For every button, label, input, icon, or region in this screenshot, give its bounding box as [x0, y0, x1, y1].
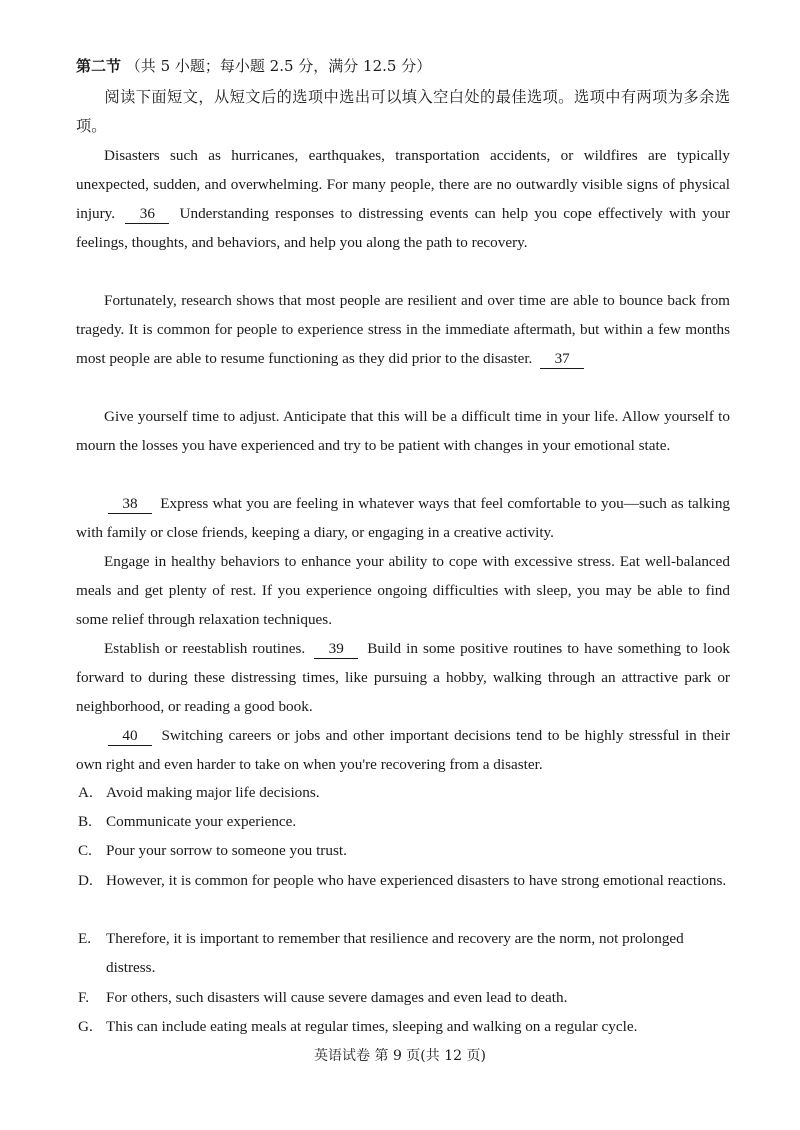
option-c: [78, 836, 734, 865]
option-letter: G.: [78, 1018, 93, 1035]
option-text: Pour your sorrow to someone you trust.: [106, 842, 347, 859]
option-g: [78, 1012, 734, 1041]
blank-37: 37: [540, 350, 584, 369]
passage-paragraph-2: [76, 286, 730, 373]
option-letter: E.: [78, 930, 92, 947]
p1-after: Understanding responses to distressing events can help you cope effectively with your feelings, thoughts, and behaviors, and help you along the path to recovery.: [76, 205, 731, 251]
page-footer: 英语试卷 第 9 页(共 12 页): [314, 1048, 486, 1064]
p1-before: Disasters such as hurricanes, earthquakes, transportation accidents, or wildfires are typically unexpected, sudden, and overwhelming. For many people, there are no outwardly visible signs of physical injury.: [76, 147, 730, 222]
instruction-text: 阅读下面短文，从短文后的选项中选出可以填入空白处的最佳选项。选项中有两项为多余选项。: [76, 89, 730, 135]
p3-text: Give yourself time to adjust. Anticipate that this will be a difficult time in your life. Allow yourself to mourn the losses you have experienced and try to be patient with changes in your emotional state.: [76, 408, 730, 454]
option-letter: F.: [78, 989, 90, 1006]
option-text: However, it is common for people who have experienced disasters to have strong emotional reactions.: [106, 872, 727, 889]
option-letter: C.: [78, 842, 92, 859]
option-text: For others, such disasters will cause severe damages and even lead to death.: [106, 989, 568, 1006]
option-text: This can include eating meals at regular times, sleeping and walking on a regular cycle.: [106, 1018, 638, 1035]
p2-before: Fortunately, research shows that most people are resilient and over time are able to bounce back from tragedy. It is common for people to experience stress in the immediate aftermath, but within a few months most people are able to resume functioning as they did prior to the disaster.: [76, 292, 730, 367]
option-f: [78, 983, 734, 1012]
option-letter: B.: [78, 813, 92, 830]
passage-paragraph-6: [76, 634, 730, 721]
option-text: Avoid making major life decisions.: [106, 784, 320, 801]
section-title: 第二节: [76, 57, 122, 75]
option-b: [78, 807, 734, 836]
passage-paragraph-5: [76, 547, 730, 634]
passage-paragraph-7: [76, 721, 730, 779]
p7-after: Switching careers or jobs and other important decisions tend to be highly stressful in their own right and even harder to take on when you're recovering from a disaster.: [76, 727, 731, 773]
passage-paragraph-1: [76, 141, 730, 257]
option-text: Therefore, it is important to remember that resilience and recovery are the norm, not prolonged distress.: [106, 930, 684, 976]
passage-paragraph-3: [76, 402, 730, 460]
passage-paragraph-4: [76, 489, 730, 547]
p6-after: Build in some positive routines to have something to look forward to during these distressing times, like pursuing a hobby, walking through an attractive park or neighborhood, or reading a good book.: [76, 640, 731, 715]
option-letter: A.: [78, 784, 93, 801]
blank-38: 38: [108, 495, 152, 514]
option-a: [78, 778, 734, 807]
instruction-paragraph: [76, 83, 730, 141]
p5-text: Engage in healthy behaviors to enhance your ability to cope with excessive stress. Eat well-balanced meals and get plenty of rest. If you experience ongoing difficulties with sleep, you may be able to find some relief through relaxation techniques.: [76, 553, 730, 628]
blank-40: 40: [108, 727, 152, 746]
option-e: [78, 924, 734, 982]
option-text: Communicate your experience.: [106, 813, 297, 830]
section-note: （共 5 小题；每小题 2.5 分，满分 12.5 分）: [125, 57, 432, 75]
blank-36: 36: [125, 205, 169, 224]
section-heading: [76, 55, 431, 76]
option-d: [78, 866, 734, 895]
option-letter: D.: [78, 872, 93, 889]
blank-39: 39: [314, 640, 358, 659]
p4-after: Express what you are feeling in whatever ways that feel comfortable to you—such as talking with family or close friends, keeping a diary, or engaging in a creative activity.: [76, 495, 731, 541]
p6-before: Establish or reestablish routines.: [104, 640, 306, 657]
